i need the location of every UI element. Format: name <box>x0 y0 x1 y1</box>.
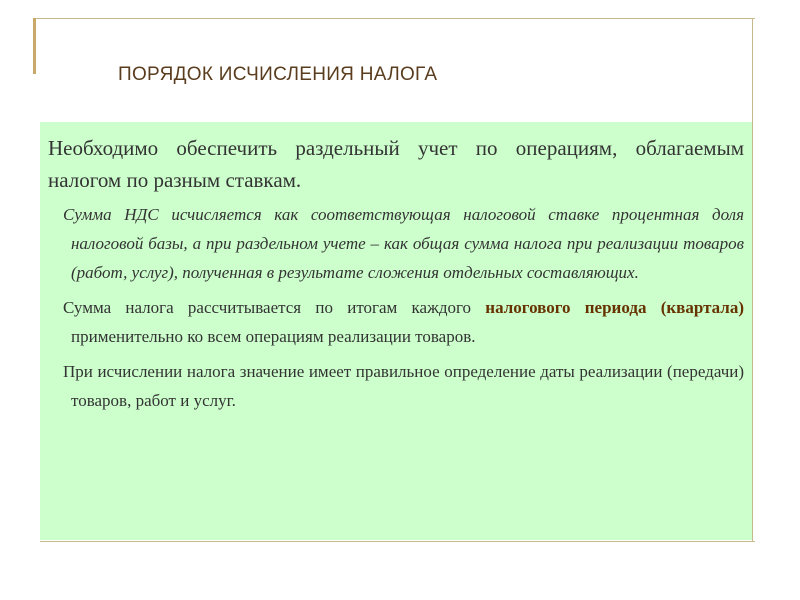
sub-paragraph-text: применительно ко всем операциям реализации товаров. <box>71 327 476 346</box>
main-paragraph: Необходимо обеспечить раздельный учет по операциям, облагаемым налогом по разным ставкам. <box>48 136 744 192</box>
sub-paragraph-sale-date: При исчислении налога значение имеет правильное определение даты реализации (передачи) товаров, работ и услуг. <box>63 362 744 410</box>
slide-title: ПОРЯДОК ИСЧИСЛЕНИЯ НАЛОГА <box>118 64 438 85</box>
frame-right-line <box>752 18 753 542</box>
frame-top-line <box>33 18 755 19</box>
content-box <box>40 122 752 540</box>
tax-period-highlight: налогового периода (квартала) <box>485 298 744 317</box>
sub-paragraph-nds-calculation: Сумма НДС исчисляется как соответствующая налоговой ставке процентная доля налоговой базы, а при раздельном учете – как общая сумма налога при реализации товаров (работ, услуг), полученная в результате сложения отдельных составляющих. <box>63 205 744 282</box>
frame-left-accent <box>33 18 36 74</box>
sub-paragraph-tax-period <box>63 293 744 351</box>
frame-bottom-line <box>40 541 755 542</box>
sub-paragraph-text: Сумма налога рассчитывается по итогам каждого <box>63 298 486 317</box>
